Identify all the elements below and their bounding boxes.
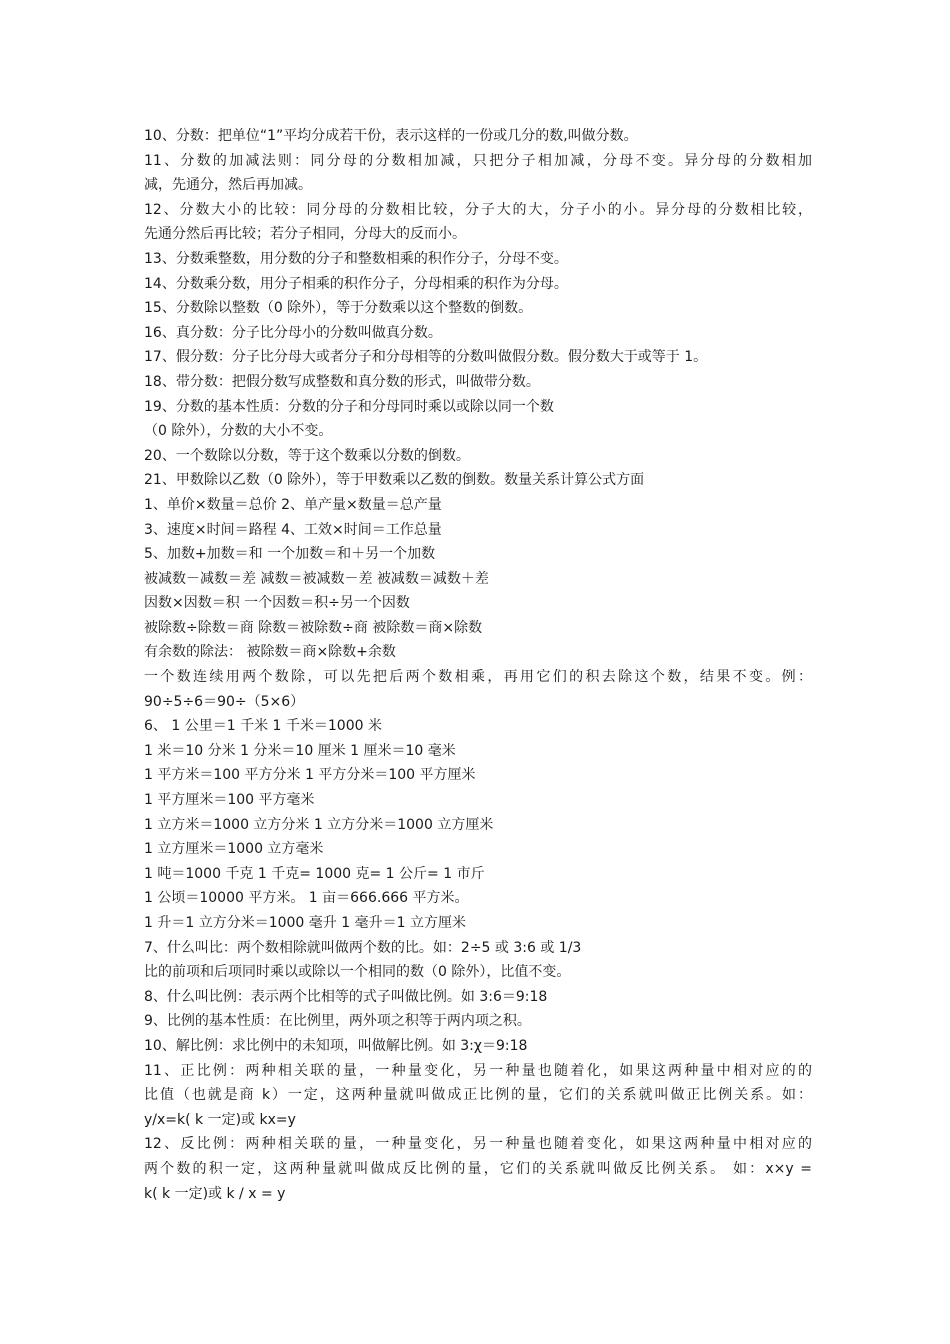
text-line: 10、解比例：求比例中的未知项，叫做解比例。如 3:χ＝9:18 <box>144 1037 528 1054</box>
text-line: 被除数÷除数＝商 除数＝被除数÷商 被除数＝商×除数 <box>144 619 483 636</box>
text-line: 1 吨＝1000 千克 1 千克= 1000 克= 1 公斤= 1 市斤 <box>144 865 485 882</box>
text-line: 1 立方厘米＝1000 立方毫米 <box>144 841 324 858</box>
text-line: 1 平方厘米＝100 平方毫米 <box>144 792 315 809</box>
text-line: 1 平方米＝100 平方分米 1 平方分米＝100 平方厘米 <box>144 767 476 784</box>
text-line: 1、单价×数量＝总价 2、单产量×数量＝总产量 <box>144 496 442 513</box>
text-line: 3、速度×时间＝路程 4、工效×时间＝工作总量 <box>144 521 442 538</box>
text-line: 1 立方米＝1000 立方分米 1 立方分米＝1000 立方厘米 <box>144 816 494 833</box>
text-line: （0 除外），分数的大小不变。 <box>144 423 333 440</box>
text-line: 7、什么叫比：两个数相除就叫做两个数的比。如：2÷5 或 3:6 或 1/3 <box>144 939 582 956</box>
text-line: 10、分数：把单位“1”平均分成若干份，表示这样的一份或几分的数,叫做分数。 <box>144 128 638 144</box>
text-line: 8、什么叫比例：表示两个比相等的式子叫做比例。如 3:6＝9:18 <box>144 988 548 1005</box>
text-line: 13、分数乘整数，用分数的分子和整数相乘的积作分子，分母不变。 <box>144 250 568 267</box>
text-line: 11、分数的加减法则：同分母的分数相加减，只把分子相加减，分母不变。异分母的分数相加 <box>144 152 812 169</box>
text-line: 21、甲数除以乙数（0 除外），等于甲数乘以乙数的倒数。数量关系计算公式方面 <box>144 472 645 489</box>
text-line: 减，先通分，然后再加减。 <box>144 177 312 194</box>
text-line: 1 米＝10 分米 1 分米＝10 厘米 1 厘米＝10 毫米 <box>144 742 456 759</box>
text-line: 17、假分数：分子比分母大或者分子和分母相等的分数叫做假分数。假分数大于或等于 1。 <box>144 349 708 366</box>
text-line: 15、分数除以整数（0 除外），等于分数乘以这个整数的倒数。 <box>144 300 533 317</box>
text-line: k( k 一定)或 k / x = y <box>144 1185 286 1202</box>
text-line: 比值（也就是商 k）一定，这两种量就叫做成正比例的量，它们的关系就叫做正比例关系。如： <box>144 1087 812 1104</box>
text-line: 12、分数大小的比较：同分母的分数相比较，分子大的大，分子小的小。异分母的分数相比较， <box>144 201 812 218</box>
text-line: 一个数连续用两个数除，可以先把后两个数相乘，再用它们的积去除这个数，结果不变。例： <box>144 669 812 686</box>
text-line: 先通分然后再比较；若分子相同，分母大的反而小。 <box>144 226 466 243</box>
text-line: 19、分数的基本性质：分数的分子和分母同时乘以或除以同一个数 <box>144 398 554 415</box>
text-line: 18、带分数：把假分数写成整数和真分数的形式，叫做带分数。 <box>144 373 540 390</box>
text-line: 9、比例的基本性质：在比例里，两外项之积等于两内项之积。 <box>144 1013 531 1030</box>
text-line: 90÷5÷6＝90÷（5×6） <box>144 693 305 710</box>
text-line: 6、 1 公里＝1 千米 1 千米＝1000 米 <box>144 718 382 735</box>
text-line: y/x=k( k 一定)或 kx=y <box>144 1111 296 1128</box>
text-line: 两个数的积一定，这两种量就叫做成反比例的量，它们的关系就叫做反比例关系。 如：x×y = <box>144 1160 812 1177</box>
text-line: 1 升＝1 立方分米＝1000 毫升 1 毫升＝1 立方厘米 <box>144 915 466 931</box>
text-line: 14、分数乘分数，用分子相乘的积作分子，分母相乘的积作为分母。 <box>144 275 568 292</box>
text-line: 有余数的除法： 被除数＝商×除数+余数 <box>144 644 396 661</box>
text-line: 20、一个数除以分数，等于这个数乘以分数的倒数。 <box>144 447 470 464</box>
document-body <box>144 124 812 1206</box>
text-line: 16、真分数：分子比分母小的分数叫做真分数。 <box>144 324 442 341</box>
text-line: 5、加数+加数＝和 一个加数＝和＋另一个加数 <box>144 546 436 563</box>
text-line: 因数×因数＝积 一个因数＝积÷另一个因数 <box>144 595 410 612</box>
text-line: 比的前项和后项同时乘以或除以一个相同的数（0 除外），比值不变。 <box>144 964 571 981</box>
text-line: 被减数－减数＝差 减数＝被减数－差 被减数＝减数＋差 <box>144 570 489 587</box>
text-line: 11、正比例：两种相关联的量，一种量变化，另一种量也随着化，如果这两种量中相对应的的 <box>144 1062 812 1079</box>
text-line: 12、反比例：两种相关联的量，一种量变化，另一种量也随着变化，如果这两种量中相对应的 <box>144 1136 812 1153</box>
text-line: 1 公顷＝10000 平方米。 1 亩＝666.666 平方米。 <box>144 890 469 907</box>
